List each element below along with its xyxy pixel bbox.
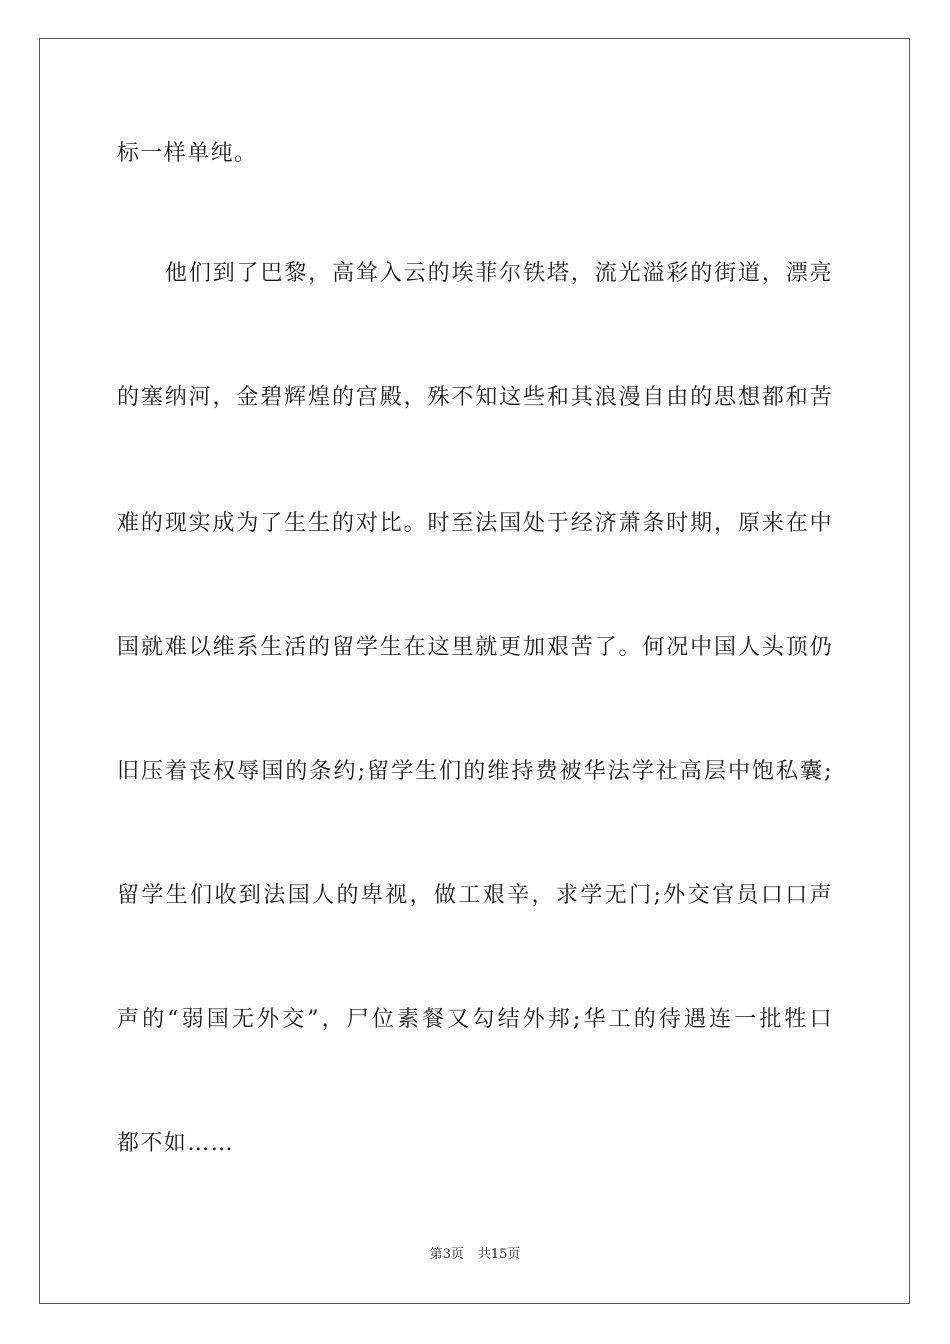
text-line-5: 国就难以维系生活的留学生在这里就更加艰苦了。何况中国人头顶仍 xyxy=(117,635,833,660)
text-line-3: 的塞纳河，金碧辉煌的宫殿，殊不知这些和其浪漫自由的思想都和苦 xyxy=(117,385,833,410)
text-line-8: 声的“弱国无外交”，尸位素餐又勾结外邦;华工的待遇连一批牲口 xyxy=(117,1007,833,1032)
text-line-1: 标一样单纯。 xyxy=(117,141,258,166)
text-line-9: 都不如…… xyxy=(117,1131,235,1156)
page-footer xyxy=(0,1246,950,1264)
page-border xyxy=(39,38,910,1304)
text-line-6: 旧压着丧权辱国的条约;留学生们的维持费被华法学社高层中饱私囊; xyxy=(117,759,833,784)
page-total: 共15页 xyxy=(477,1247,521,1262)
page-number: 第3页 xyxy=(429,1247,464,1262)
paragraph-first-line: 他们到了巴黎，高耸入云的埃菲尔铁塔，流光溢彩的街道，漂亮 xyxy=(165,261,833,286)
text-line-4: 难的现实成为了生生的对比。时至法国处于经济萧条时期，原来在中 xyxy=(117,511,833,536)
text-line-7: 留学生们收到法国人的卑视，做工艰辛，求学无门;外交官员口口声 xyxy=(117,883,833,908)
